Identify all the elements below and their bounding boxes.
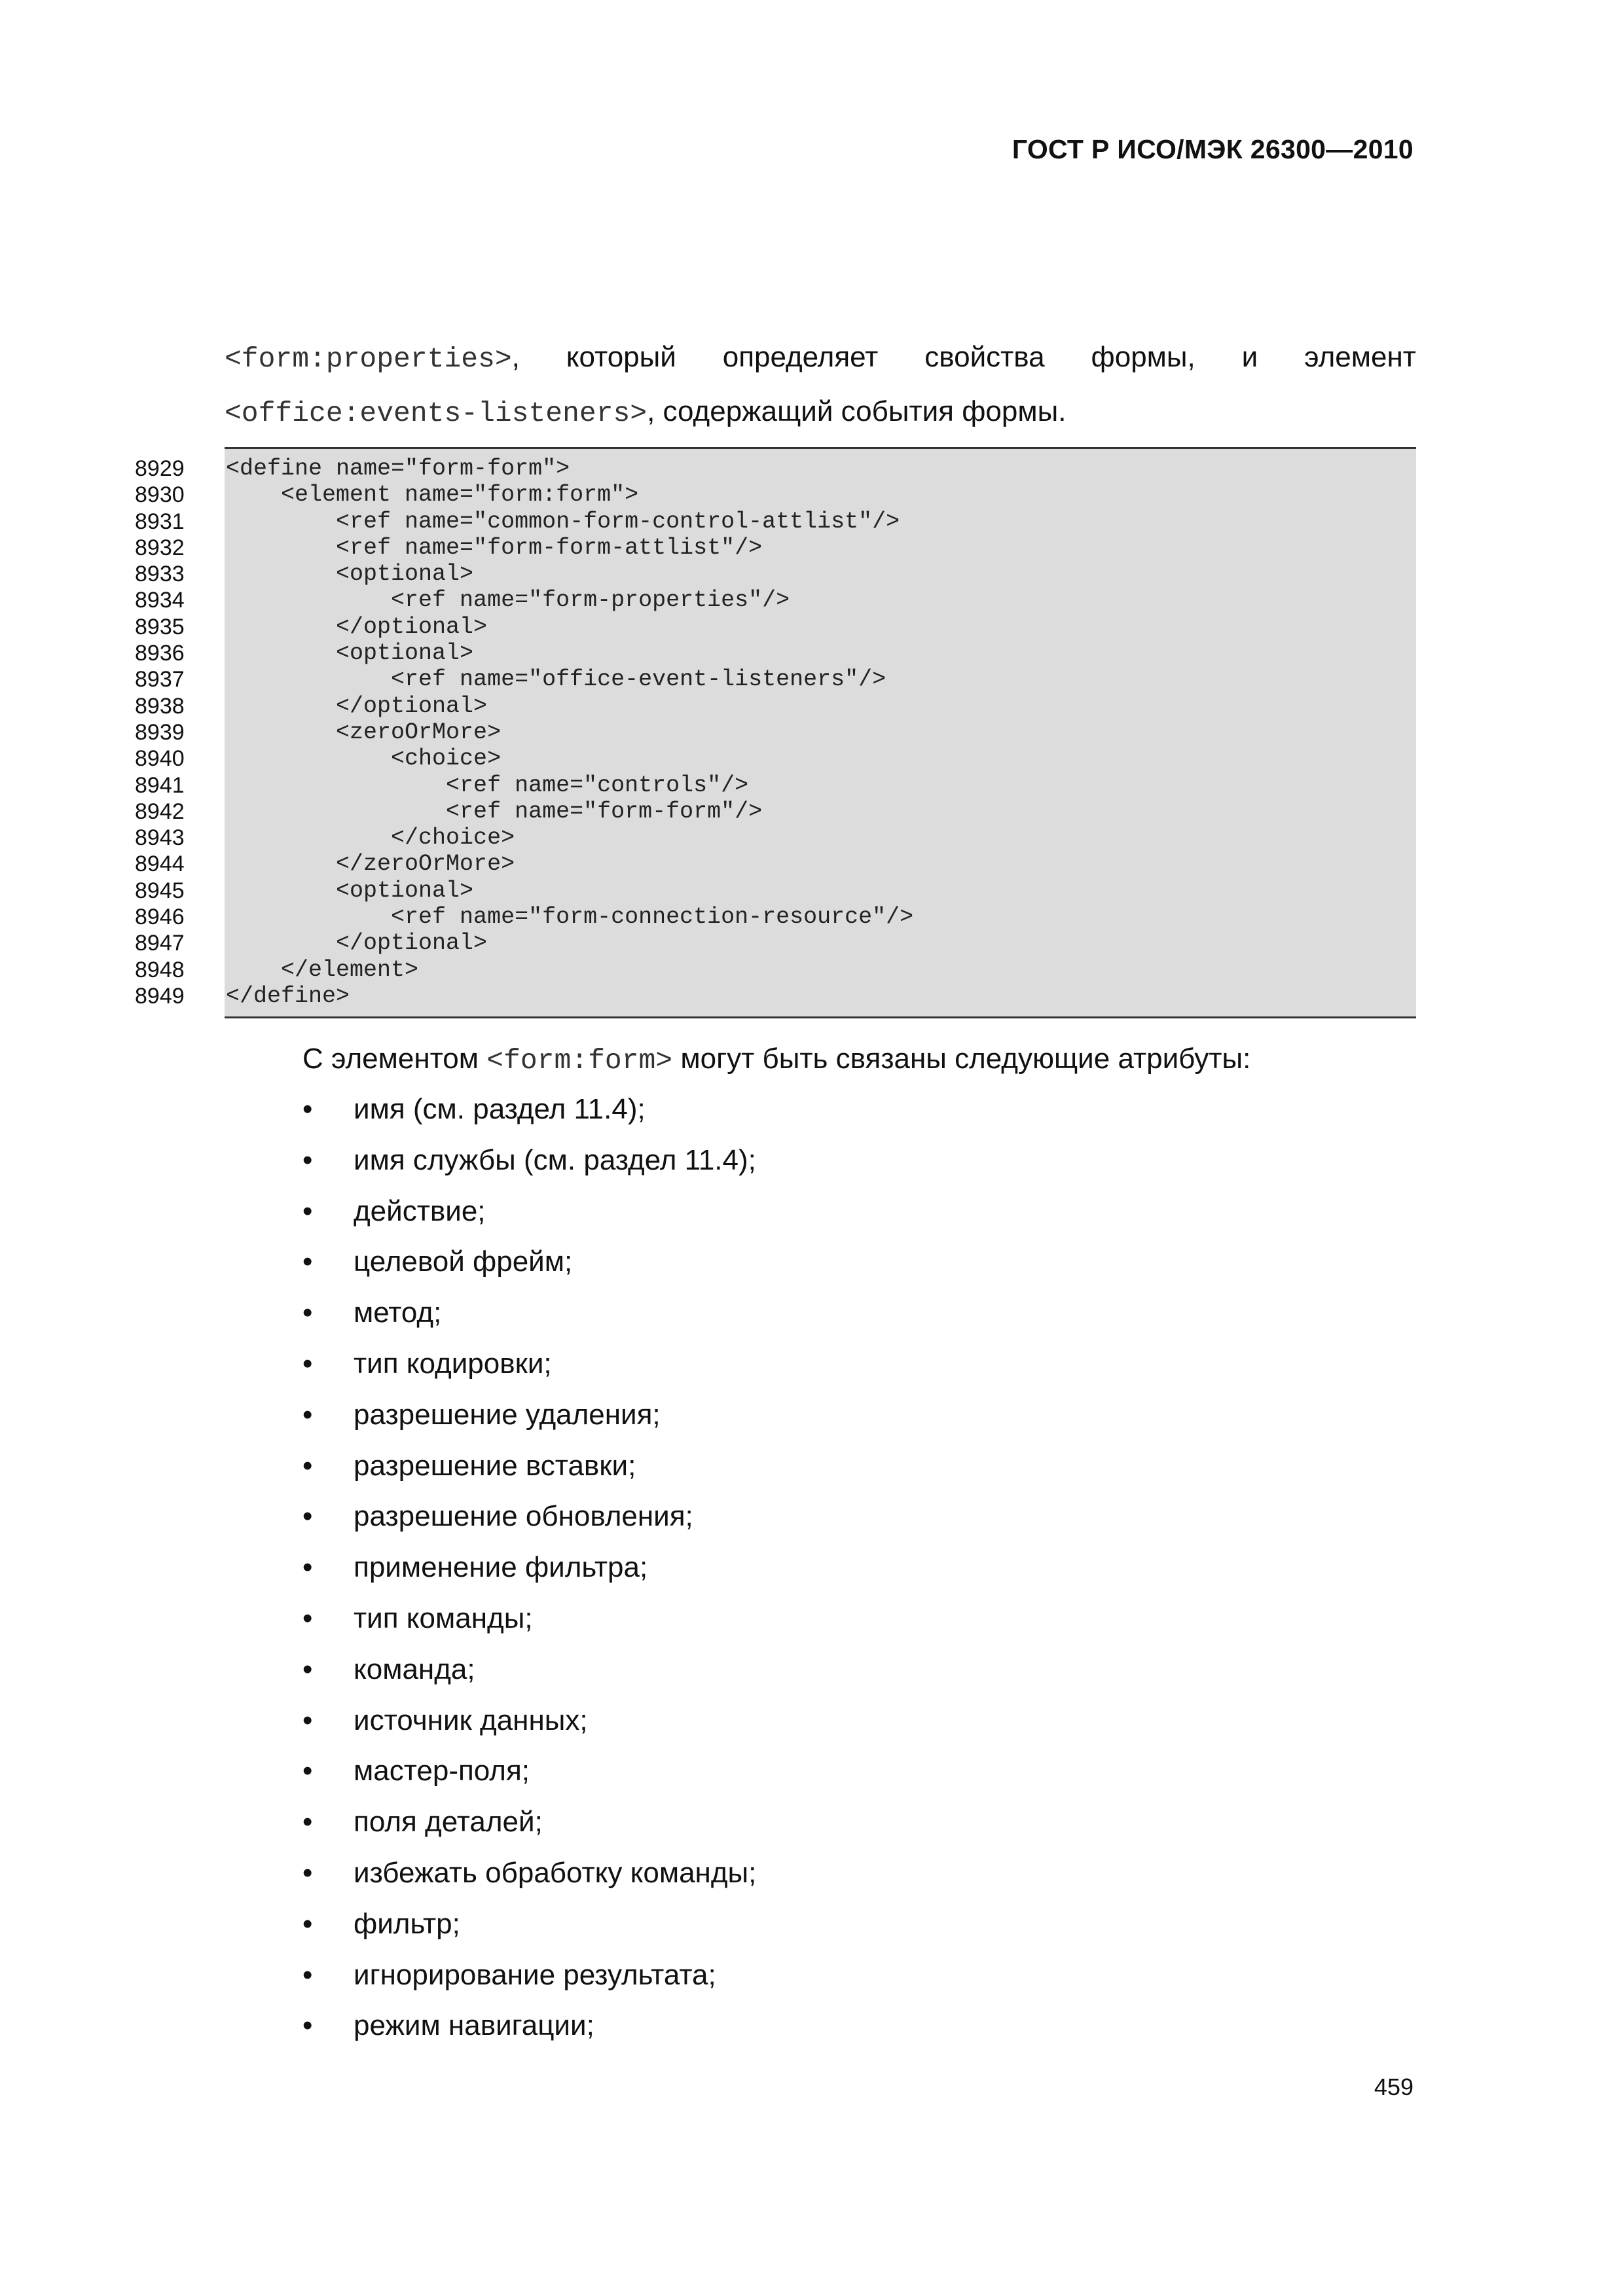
code-text: <element name="form:form"> xyxy=(226,482,639,509)
list-item xyxy=(302,1287,756,1338)
list-item xyxy=(302,1491,756,1542)
list-item-text: избежать обработку команды; xyxy=(354,1856,757,1889)
list-item-text: имя (см. раздел 11.4); xyxy=(354,1093,646,1125)
code-text: <ref name="form-connection-resource"/> xyxy=(226,904,914,931)
line-number: 8935 xyxy=(135,614,185,639)
line-number: 8934 xyxy=(135,588,185,613)
attribute-list xyxy=(302,1084,756,2051)
lead-after: могут быть связаны следующие атрибуты: xyxy=(672,1043,1251,1075)
list-item-text: команда; xyxy=(354,1653,475,1685)
bullet-icon: • xyxy=(302,1246,313,1278)
list-item xyxy=(302,1338,756,1390)
code-text: </element> xyxy=(226,956,419,983)
code-text: <optional> xyxy=(226,561,474,588)
code-text: <optional> xyxy=(226,877,474,904)
line-number: 8948 xyxy=(135,957,185,982)
intro-line-1-start xyxy=(225,331,520,386)
intro-word: элемент xyxy=(1304,341,1416,373)
intro-word: свойства xyxy=(924,341,1045,373)
list-item-text: разрешение вставки; xyxy=(354,1449,636,1482)
list-item-text: мастер-поля; xyxy=(354,1755,530,1787)
code-text: <ref name="common-form-control-attlist"/> xyxy=(226,508,900,535)
line-number: 8945 xyxy=(135,878,185,903)
list-item xyxy=(302,1848,756,1899)
bullet-icon: • xyxy=(302,1143,313,1176)
page-number: 459 xyxy=(1374,2073,1413,2100)
code-text: <optional> xyxy=(226,640,474,667)
code-text: </optional> xyxy=(226,692,488,719)
list-item xyxy=(302,1135,756,1186)
intro-comma: , xyxy=(511,341,520,373)
list-item-text: фильтр; xyxy=(354,1907,460,1940)
attributes-lead xyxy=(302,1033,1250,1087)
bullet-icon: • xyxy=(302,1958,313,1991)
intro-word: определяет xyxy=(722,341,879,373)
list-item-text: целевой фрейм; xyxy=(354,1246,573,1278)
bullet-icon: • xyxy=(302,1755,313,1787)
line-number: 8947 xyxy=(135,931,185,956)
bullet-icon: • xyxy=(302,1347,313,1380)
line-number: 8932 xyxy=(135,535,185,560)
lead-before: С элементом xyxy=(302,1043,487,1075)
list-item-text: метод; xyxy=(354,1297,442,1329)
line-number: 8940 xyxy=(135,746,185,772)
code-text: <choice> xyxy=(226,745,501,772)
code-text: <ref name="office-event-listeners"/> xyxy=(226,666,886,693)
bullet-icon: • xyxy=(302,1806,313,1839)
list-item xyxy=(302,1186,756,1237)
code-text: </optional> xyxy=(226,930,488,957)
line-number: 8941 xyxy=(135,772,185,798)
bullet-icon: • xyxy=(302,1194,313,1227)
bullet-icon: • xyxy=(302,1297,313,1329)
line-number: 8931 xyxy=(135,509,185,534)
code-text: <ref name="form-form-attlist"/> xyxy=(226,534,763,561)
list-item-text: тип кодировки; xyxy=(354,1347,552,1380)
list-item xyxy=(302,2000,756,2051)
code-text: </optional> xyxy=(226,613,488,640)
document-header: ГОСТ Р ИСО/МЭК 26300—2010 xyxy=(1012,134,1413,164)
list-item xyxy=(302,1899,756,1950)
list-item-text: поля деталей; xyxy=(354,1806,543,1839)
line-number: 8942 xyxy=(135,798,185,824)
line-number: 8929 xyxy=(135,456,185,481)
line-number: 8946 xyxy=(135,905,185,930)
list-item-text: разрешение обновления; xyxy=(354,1500,693,1533)
bullet-icon: • xyxy=(302,1398,313,1431)
bullet-icon: • xyxy=(302,2009,313,2042)
line-number: 8936 xyxy=(135,641,185,666)
list-item xyxy=(302,1084,756,1135)
bullet-icon: • xyxy=(302,1704,313,1736)
line-number: 8943 xyxy=(135,825,185,851)
code-text: <ref name="form-properties"/> xyxy=(226,587,790,614)
bullet-icon: • xyxy=(302,1551,313,1584)
line-number: 8949 xyxy=(135,983,185,1009)
code-form-properties: <form:properties> xyxy=(225,343,512,375)
line-number: 8939 xyxy=(135,719,185,745)
list-item xyxy=(302,1746,756,1797)
list-item-text: разрешение удаления; xyxy=(354,1398,661,1431)
code-text: <define name="form-form"> xyxy=(226,456,570,482)
code-text: <zeroOrMore> xyxy=(226,719,501,745)
list-item-text: тип команды; xyxy=(354,1602,533,1634)
list-item xyxy=(302,1644,756,1695)
list-item xyxy=(302,1441,756,1492)
code-form-form: <form:form> xyxy=(486,1045,673,1077)
list-item xyxy=(302,1542,756,1593)
list-item xyxy=(302,1797,756,1848)
line-number: 8930 xyxy=(135,482,185,508)
line-number: 8944 xyxy=(135,852,185,877)
line-number: 8937 xyxy=(135,667,185,692)
intro-line-2-text: , содержащий события формы. xyxy=(647,395,1067,427)
intro-word: и xyxy=(1241,341,1258,373)
bullet-icon: • xyxy=(302,1602,313,1634)
list-item-text: игнорирование результата; xyxy=(354,1958,716,1991)
line-number: 8938 xyxy=(135,693,185,719)
line-number: 8933 xyxy=(135,562,185,587)
code-office-events-listeners: <office:events-listeners> xyxy=(225,397,647,429)
code-text: <ref name="controls"/> xyxy=(226,772,749,798)
intro-word: формы, xyxy=(1091,341,1195,373)
bullet-icon: • xyxy=(302,1907,313,1940)
bullet-icon: • xyxy=(302,1449,313,1482)
list-item-text: действие; xyxy=(354,1194,486,1227)
list-item xyxy=(302,1593,756,1644)
list-item-text: источник данных; xyxy=(354,1704,588,1736)
list-item xyxy=(302,1695,756,1746)
list-item xyxy=(302,1390,756,1441)
list-item-text: применение фильтра; xyxy=(354,1551,648,1584)
bullet-icon: • xyxy=(302,1653,313,1685)
code-text: </define> xyxy=(226,982,350,1009)
list-item-text: режим навигации; xyxy=(354,2009,594,2042)
intro-paragraph xyxy=(225,331,1416,440)
bullet-icon: • xyxy=(302,1500,313,1533)
list-item xyxy=(302,1236,756,1287)
list-item xyxy=(302,1950,756,2001)
intro-line-1 xyxy=(225,331,1416,386)
bullet-icon: • xyxy=(302,1856,313,1889)
code-text: </choice> xyxy=(226,825,515,852)
code-text: </zeroOrMore> xyxy=(226,851,515,878)
bullet-icon: • xyxy=(302,1093,313,1125)
intro-word: который xyxy=(566,341,676,373)
code-text: <ref name="form-form"/> xyxy=(226,798,763,825)
intro-line-2 xyxy=(225,386,1416,440)
list-item-text: имя службы (см. раздел 11.4); xyxy=(354,1143,756,1176)
